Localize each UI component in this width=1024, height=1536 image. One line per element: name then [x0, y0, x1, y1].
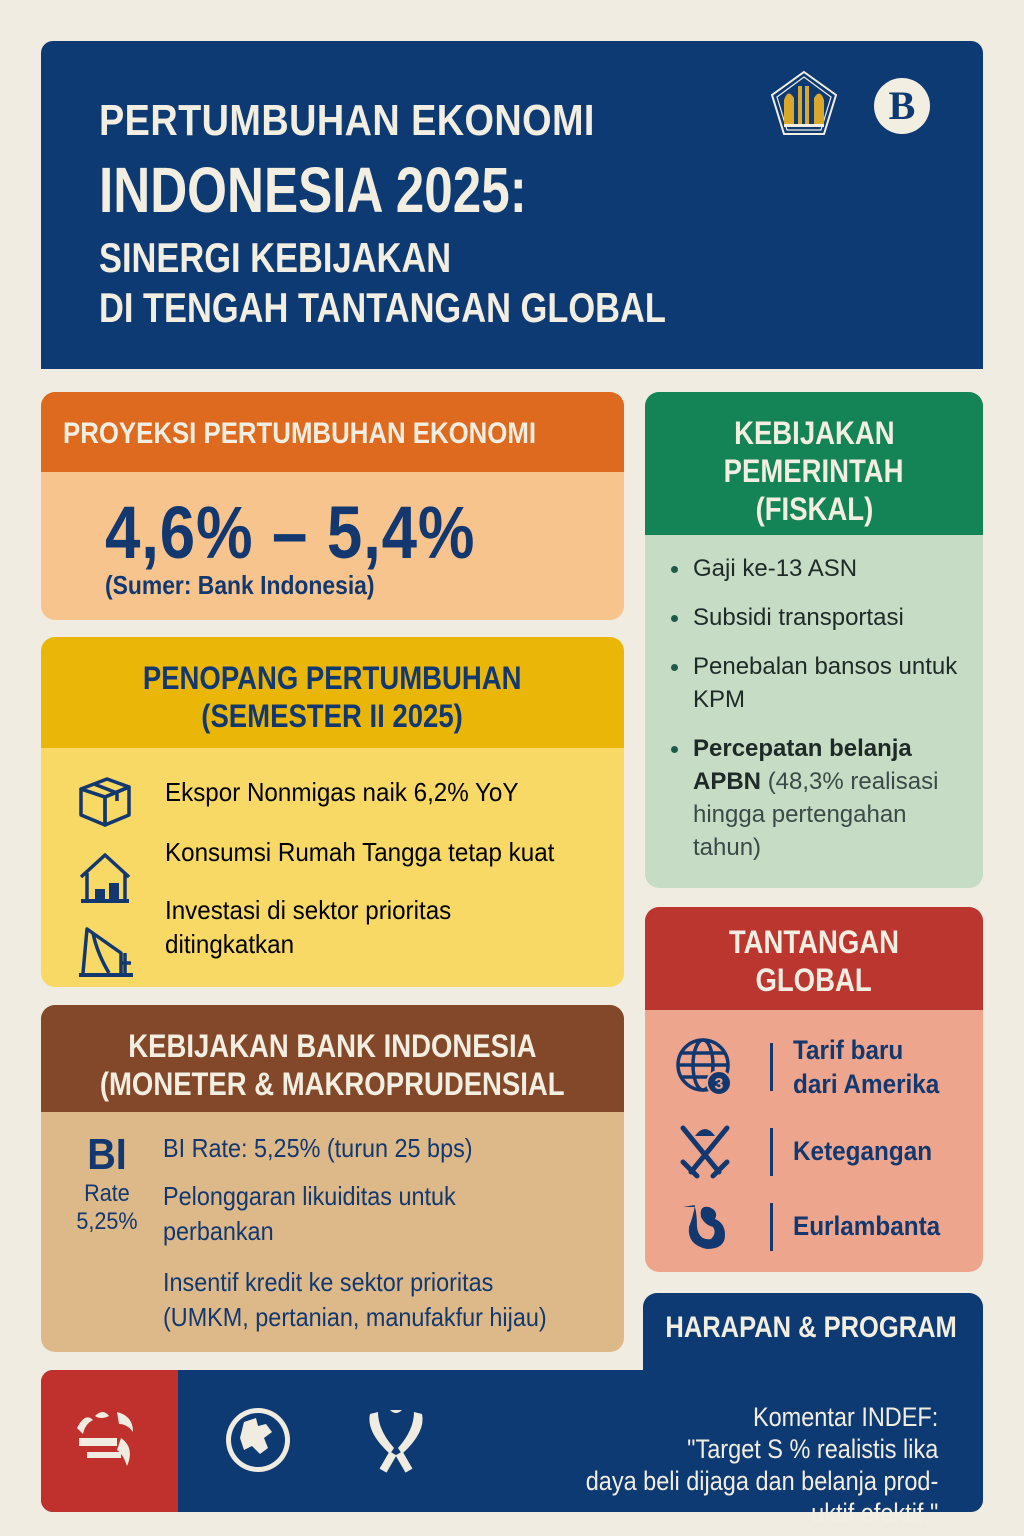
fiskal-title: KEBIJAKAN PEMERINTAH (FISKAL): [645, 392, 983, 535]
bi-item-1: BI Rate: 5,25% (turun 25 bps): [163, 1133, 473, 1163]
global-item-3: Eurlambanta: [645, 1197, 983, 1257]
separator: [770, 1203, 773, 1251]
page-title: [99, 91, 790, 333]
bank-indonesia-logo-icon: B: [874, 78, 930, 134]
hero-banner: [41, 41, 983, 369]
kemenkeu-logo-icon: [770, 70, 838, 138]
title-line-1: PERTUMBUHAN EKONOMI: [99, 96, 595, 145]
earth-icon: [222, 1402, 294, 1478]
penopang-title: PENOPANG PERTUMBUHAN (SEMESTER II 2025): [41, 637, 624, 748]
penopang-item-2: Konsumsi Rumah Tangga tetap kuat: [165, 837, 555, 867]
subtitle-line-1: SINERGI KEBIJAKAN: [99, 234, 452, 281]
fiskal-list: [665, 552, 975, 880]
crossed-swords-icon: [675, 1122, 735, 1182]
global-title: TANTANGAN GLOBAL: [645, 907, 983, 1010]
penopang-item-1: Ekspor Nonmigas naik 6,2% YoY: [165, 777, 519, 807]
penopang-item-3: Investasi di sektor prioritas ditingkatkan: [165, 895, 452, 959]
global-item-1: 3 Tarif baru dari Amerika: [645, 1037, 983, 1097]
subtitle-line-2: DI TENGAH TANTANGAN GLOBAL: [99, 284, 666, 331]
bi-item-3: Insentif kredit ke sektor prioritas (UMKM, pertanian, manufakfur hijau): [163, 1267, 547, 1332]
fiskal-item-4: Percepatan belanja APBN (48,3% realisasi hingga pertengahan tahun): [665, 732, 975, 864]
svg-text:3: 3: [714, 1076, 724, 1093]
fiskal-item-2: Subsidi transportasi: [665, 601, 975, 634]
factory-icon: [77, 923, 133, 979]
bank-indonesia-card: [41, 1005, 624, 1352]
fiskal-item-1: Gaji ke-13 ASN: [665, 552, 975, 585]
house-icon: [77, 851, 133, 907]
proyeksi-card: [41, 392, 624, 620]
projection-source: (Sumer: Bank Indonesia): [105, 570, 375, 600]
harapan-title: HARAPAN & PROGRAM: [665, 1311, 957, 1344]
bi-title: KEBIJAKAN BANK INDONESIA (MONETER & MAKROPRUDENSIAL: [41, 1005, 624, 1112]
crossed-swords-icon: [360, 1402, 432, 1478]
fiskal-item-3: Penebalan bansos untuk KPM: [665, 650, 975, 716]
tantangan-global-card: [645, 907, 983, 1272]
dragon-icon: [675, 1197, 735, 1257]
separator: [770, 1043, 773, 1091]
bi-item-2: Pelonggaran likuiditas untuk perbankan: [163, 1181, 456, 1246]
bi-rate-badge: BI Rate 5,25%: [76, 1130, 138, 1235]
penopang-card: [41, 637, 624, 987]
title-line-2: INDONESIA 2025:: [99, 154, 527, 226]
box-icon: [77, 773, 133, 829]
proyeksi-title: PROYEKSI PERTUMBUHAN EKONOMI: [41, 392, 624, 472]
globe-icon: [675, 1037, 735, 1097]
world-map-icon: [71, 1402, 143, 1478]
global-item-2: Ketegangan: [645, 1122, 983, 1182]
fiskal-card: [645, 392, 983, 888]
growth-projection-value: 4,6% – 5,4%: [105, 491, 476, 574]
indef-quote: Komentar INDEF: "Target S % realistis lika daya beli dijaga dan belanja prod- uktif efektif.": [585, 1402, 938, 1528]
separator: [770, 1128, 773, 1176]
